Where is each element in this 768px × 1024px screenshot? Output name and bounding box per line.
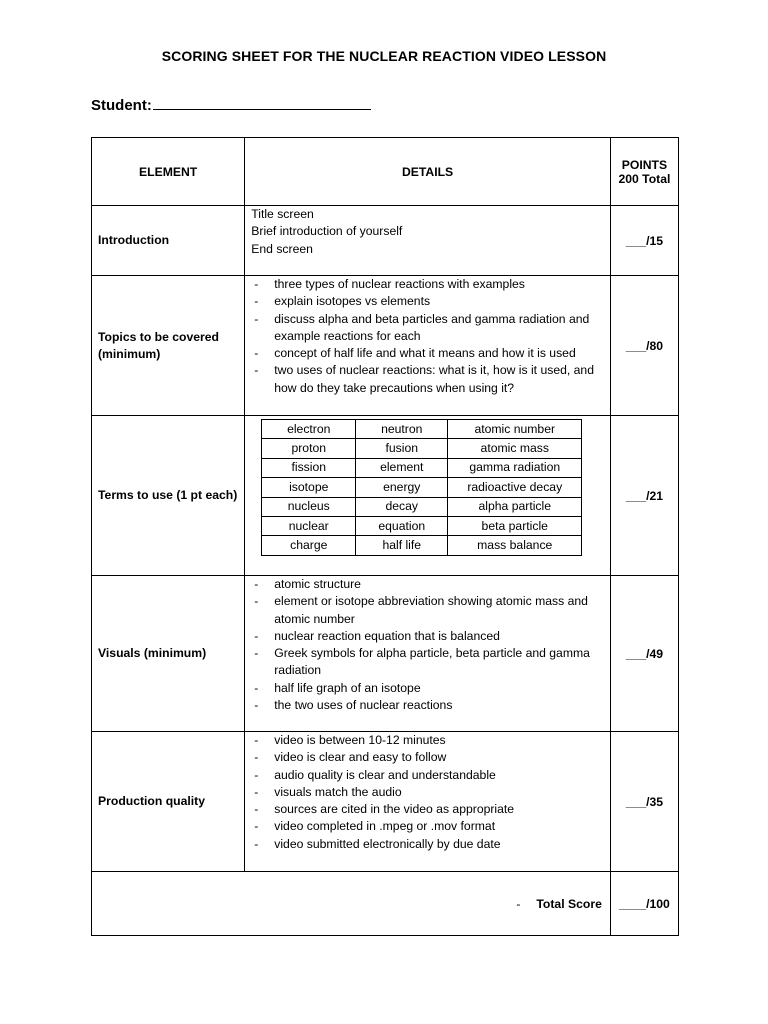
element-terms: Terms to use (1 pt each) — [92, 416, 245, 576]
points-visuals[interactable]: ___/49 — [610, 576, 678, 732]
list-item: - nuclear reaction equation that is balanced — [251, 628, 604, 645]
header-row — [92, 138, 679, 206]
element-topics: Topics to be covered (minimum) — [92, 276, 245, 416]
total-dash: - — [516, 896, 521, 911]
row-total — [92, 872, 679, 936]
term-cell: radioactive decay — [448, 478, 582, 497]
list-item: - concept of half life and what it means and how it is used — [251, 345, 604, 362]
term-cell: beta particle — [448, 516, 582, 535]
row-topics — [92, 276, 679, 416]
details-terms — [245, 416, 611, 576]
page-title: SCORING SHEET FOR THE NUCLEAR REACTION VIDEO LESSON — [161, 48, 607, 64]
points-introduction[interactable]: ___/15 — [610, 206, 678, 276]
list-item: - three types of nuclear reactions with examples — [251, 276, 604, 293]
list-item: - video is clear and easy to follow — [251, 749, 604, 766]
list-item: - visuals match the audio — [251, 784, 604, 801]
list-item: - audio quality is clear and understandable — [251, 767, 604, 784]
terms-row — [262, 478, 582, 497]
row-terms — [92, 416, 679, 576]
term-cell: equation — [356, 516, 448, 535]
list-item: - video is between 10-12 minutes — [251, 732, 604, 749]
terms-row — [262, 458, 582, 477]
header-points — [610, 138, 678, 206]
term-cell: neutron — [356, 420, 448, 439]
detail-line: Brief introduction of yourself — [251, 224, 403, 239]
list-item: - explain isotopes vs elements — [251, 293, 604, 310]
list-item: - atomic structure — [251, 576, 604, 593]
student-name-line[interactable] — [153, 95, 371, 110]
terms-row — [262, 420, 582, 439]
list-item: - video submitted electronically by due date — [251, 836, 604, 853]
list-item: - discuss alpha and beta particles and gamma radiation and example reactions for each — [251, 311, 604, 346]
list-item: - video completed in .mpeg or .mov format — [251, 818, 604, 835]
terms-row — [262, 439, 582, 458]
row-visuals — [92, 576, 679, 732]
term-cell: mass balance — [448, 536, 582, 555]
term-cell: isotope — [262, 478, 356, 497]
element-production: Production quality — [92, 732, 245, 872]
scoring-table — [91, 137, 679, 936]
total-label: Total Score — [536, 896, 602, 911]
term-cell: atomic mass — [448, 439, 582, 458]
term-cell: fusion — [356, 439, 448, 458]
terms-row — [262, 516, 582, 535]
header-details: DETAILS — [245, 138, 611, 206]
header-element: ELEMENT — [92, 138, 245, 206]
details-topics — [245, 276, 611, 416]
term-cell: charge — [262, 536, 356, 555]
list-item: - half life graph of an isotope — [251, 680, 604, 697]
student-field — [91, 95, 371, 114]
total-label-cell — [92, 872, 611, 936]
points-topics[interactable]: ___/80 — [610, 276, 678, 416]
list-item: - two uses of nuclear reactions: what is it, how is it used, and how do they take precautions when using it? — [251, 362, 604, 397]
details-production — [245, 732, 611, 872]
terms-row — [262, 536, 582, 555]
terms-grid — [261, 419, 582, 556]
points-total[interactable]: ____/100 — [610, 872, 678, 936]
term-cell: electron — [262, 420, 356, 439]
details-visuals — [245, 576, 611, 732]
term-cell: half life — [356, 536, 448, 555]
points-production[interactable]: ___/35 — [610, 732, 678, 872]
row-production — [92, 732, 679, 872]
element-visuals: Visuals (minimum) — [92, 576, 245, 732]
element-introduction: Introduction — [92, 206, 245, 276]
term-cell: element — [356, 458, 448, 477]
term-cell: proton — [262, 439, 356, 458]
term-cell: atomic number — [448, 420, 582, 439]
student-label: Student: — [91, 97, 152, 114]
terms-row — [262, 497, 582, 516]
details-introduction — [245, 206, 611, 276]
detail-line: End screen — [251, 241, 313, 256]
term-cell: nucleus — [262, 497, 356, 516]
term-cell: fission — [262, 458, 356, 477]
header-points-label: POINTS — [621, 157, 668, 172]
term-cell: nuclear — [262, 516, 356, 535]
term-cell: decay — [356, 497, 448, 516]
list-item: - Greek symbols for alpha particle, beta particle and gamma radiation — [251, 645, 604, 680]
term-cell: gamma radiation — [448, 458, 582, 477]
detail-line: Title screen — [251, 207, 314, 221]
points-terms[interactable]: ___/21 — [610, 416, 678, 576]
list-item: - element or isotope abbreviation showing atomic mass and atomic number — [251, 593, 604, 628]
list-item: - the two uses of nuclear reactions — [251, 697, 604, 714]
term-cell: energy — [356, 478, 448, 497]
list-item: - sources are cited in the video as appropriate — [251, 801, 604, 818]
term-cell: alpha particle — [448, 497, 582, 516]
row-introduction — [92, 206, 679, 276]
header-points-total: 200 Total — [618, 171, 671, 186]
